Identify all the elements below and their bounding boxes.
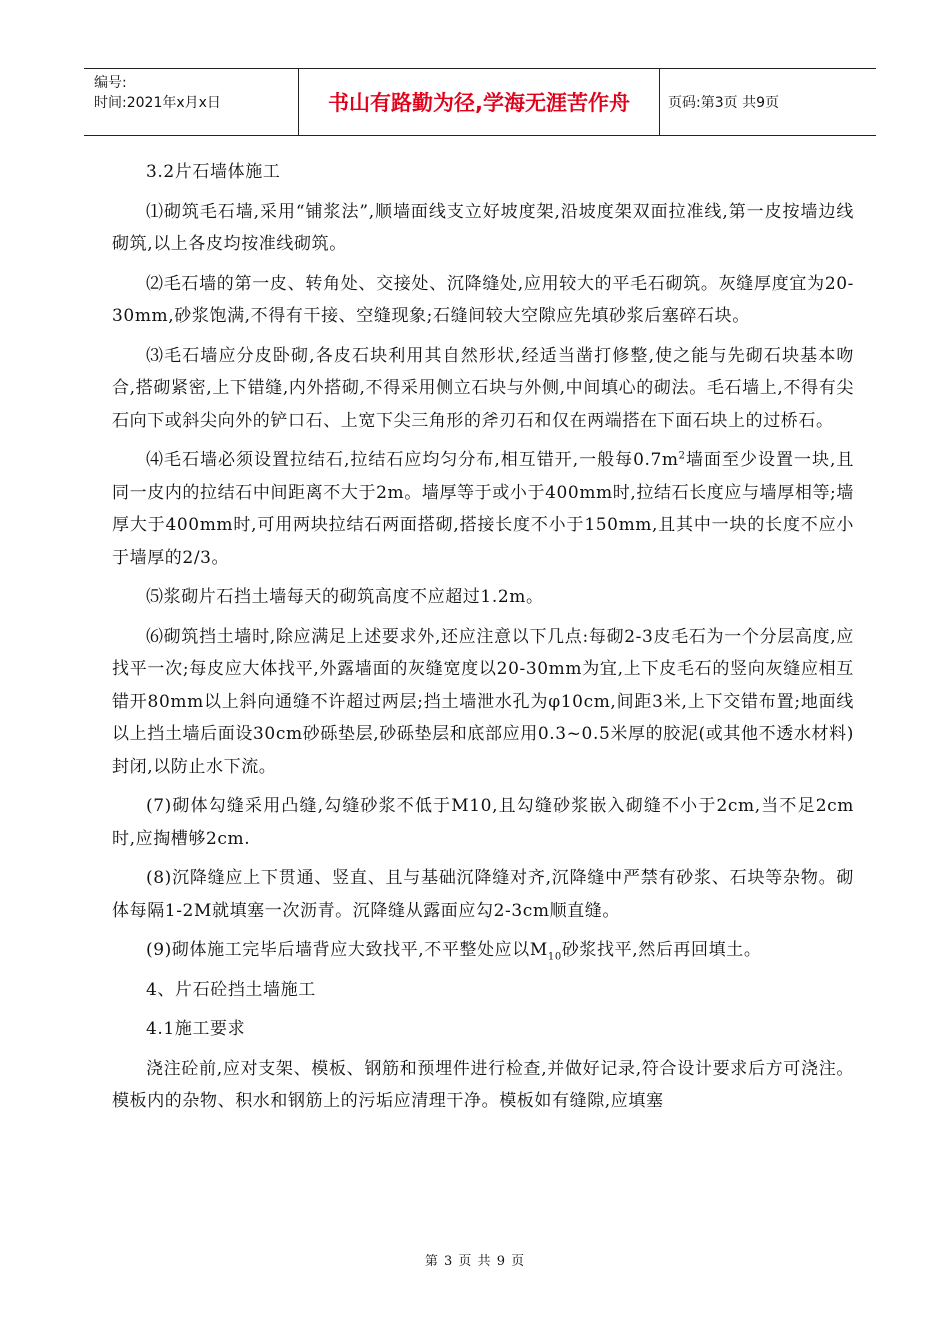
page-footer: 第 3 页 共 9 页	[424, 1254, 526, 1269]
paragraph-7: (7)砌体勾缝采用凸缝,勾缝砂浆不低于M10,且勾缝砂浆嵌入砌缝不小于2cm,当不足2cm时,应掏槽够2cm.	[112, 796, 854, 849]
paragraph-5: ⑸浆砌片石挡土墙每天的砌筑高度不应超过1.2m。	[146, 587, 544, 607]
section-heading-4-1: 4.1施工要求	[146, 1019, 246, 1039]
paragraph-9	[112, 934, 854, 967]
document-header	[84, 68, 876, 136]
section-heading-4: 4、片石砼挡土墙施工	[146, 979, 316, 1000]
paragraph-9-part-b: 砂浆找平,然后再回填土。	[561, 940, 762, 960]
subscript-10: 10	[547, 951, 562, 963]
paragraph-6: ⑹砌筑挡土墙时,除应满足上述要求外,还应注意以下几点:每砌2-3皮毛石为一个分层高度,应找平一次;每皮应大体找平,外露墙面的灰缝宽度以20-30mm为宜,上下皮毛石的竖向灰缝应相互错开80mm以上斜向通缝不许超过两层;挡土墙泄水孔为φ10cm,间距3米,上下交错布置;地面线以上挡土墙后面设30cm砂砾垫层,砂砾垫层和底部应用0.3~0.5米厚的胶泥(或其他不透水材料)封闭,以防止水下流。	[112, 626, 854, 777]
paragraph-2: ⑵毛石墙的第一皮、转角处、交接处、沉降缝处,应用较大的平毛石砌筑。灰缝厚度宜为20-30mm,砂浆饱满,不得有干接、空缝现象;石缝间较大空隙应先填砂浆后塞碎石块。	[112, 273, 854, 326]
paragraph-10: 浇注砼前,应对支架、模板、钢筋和预埋件进行检查,并做好记录,符合设计要求后方可浇注。模板内的杂物、积水和钢筋上的污垢应清理干净。模板如有缝隙,应填塞	[112, 1058, 854, 1111]
document-time-label: 时间:2021年x月x日	[94, 95, 221, 111]
header-page-info: 页码:第3页 共9页	[660, 69, 877, 136]
paragraph-9-part-a: (9)砌体施工完毕后墙背应大致找平,不平整处应以M	[146, 940, 548, 960]
paragraph-3: ⑶毛石墙应分皮卧砌,各皮石块利用其自然形状,经适当凿打修整,使之能与先砌石块基本吻合,搭砌紧密,上下错缝,内外搭砌,不得采用侧立石块与外侧,中间填心的砌法。毛石墙上,不得有尖石向下或斜尖向外的铲口石、上宽下尖三角形的斧刃石和仅在两端搭在下面石块上的过桥石。	[112, 345, 854, 431]
paragraph-8: (8)沉降缝应上下贯通、竖直、且与基础沉降缝对齐,沉降缝中严禁有砂浆、石块等杂物。砌体每隔1-2M就填塞一次沥青。沉降缝从露面应勾2-3cm顺直缝。	[112, 868, 854, 921]
paragraph-1: ⑴砌筑毛石墙,采用“铺浆法”,顺墙面线支立好坡度架,沿坡度架双面拉准线,第一皮按墙边线砌筑,以上各皮均按准线砌筑。	[112, 201, 854, 254]
section-heading-3-2: 3.2片石墙体施工	[146, 162, 281, 182]
header-motto: 书山有路勤为径,学海无涯苦作舟	[299, 69, 660, 136]
paragraph-4-part-b: 墙面至少设置一块,且同一皮内的拉结石中间距离不大于2m。墙厚等于或小于400mm时,拉结石长度应与墙厚相等;墙厚大于400mm时,可用两块拉结石两面搭砌,搭接长度不小于150mm,且其中一块的长度不应小于墙厚的2/3。	[112, 450, 854, 568]
document-body	[112, 156, 854, 1125]
header-meta-cell	[84, 69, 299, 136]
document-code-label: 编号:	[94, 75, 127, 91]
superscript-2: 2	[678, 450, 686, 462]
paragraph-4-part-a: ⑷毛石墙必须设置拉结石,拉结石应均匀分布,相互错开,一般每0.7m	[146, 450, 679, 470]
paragraph-4	[112, 444, 854, 574]
